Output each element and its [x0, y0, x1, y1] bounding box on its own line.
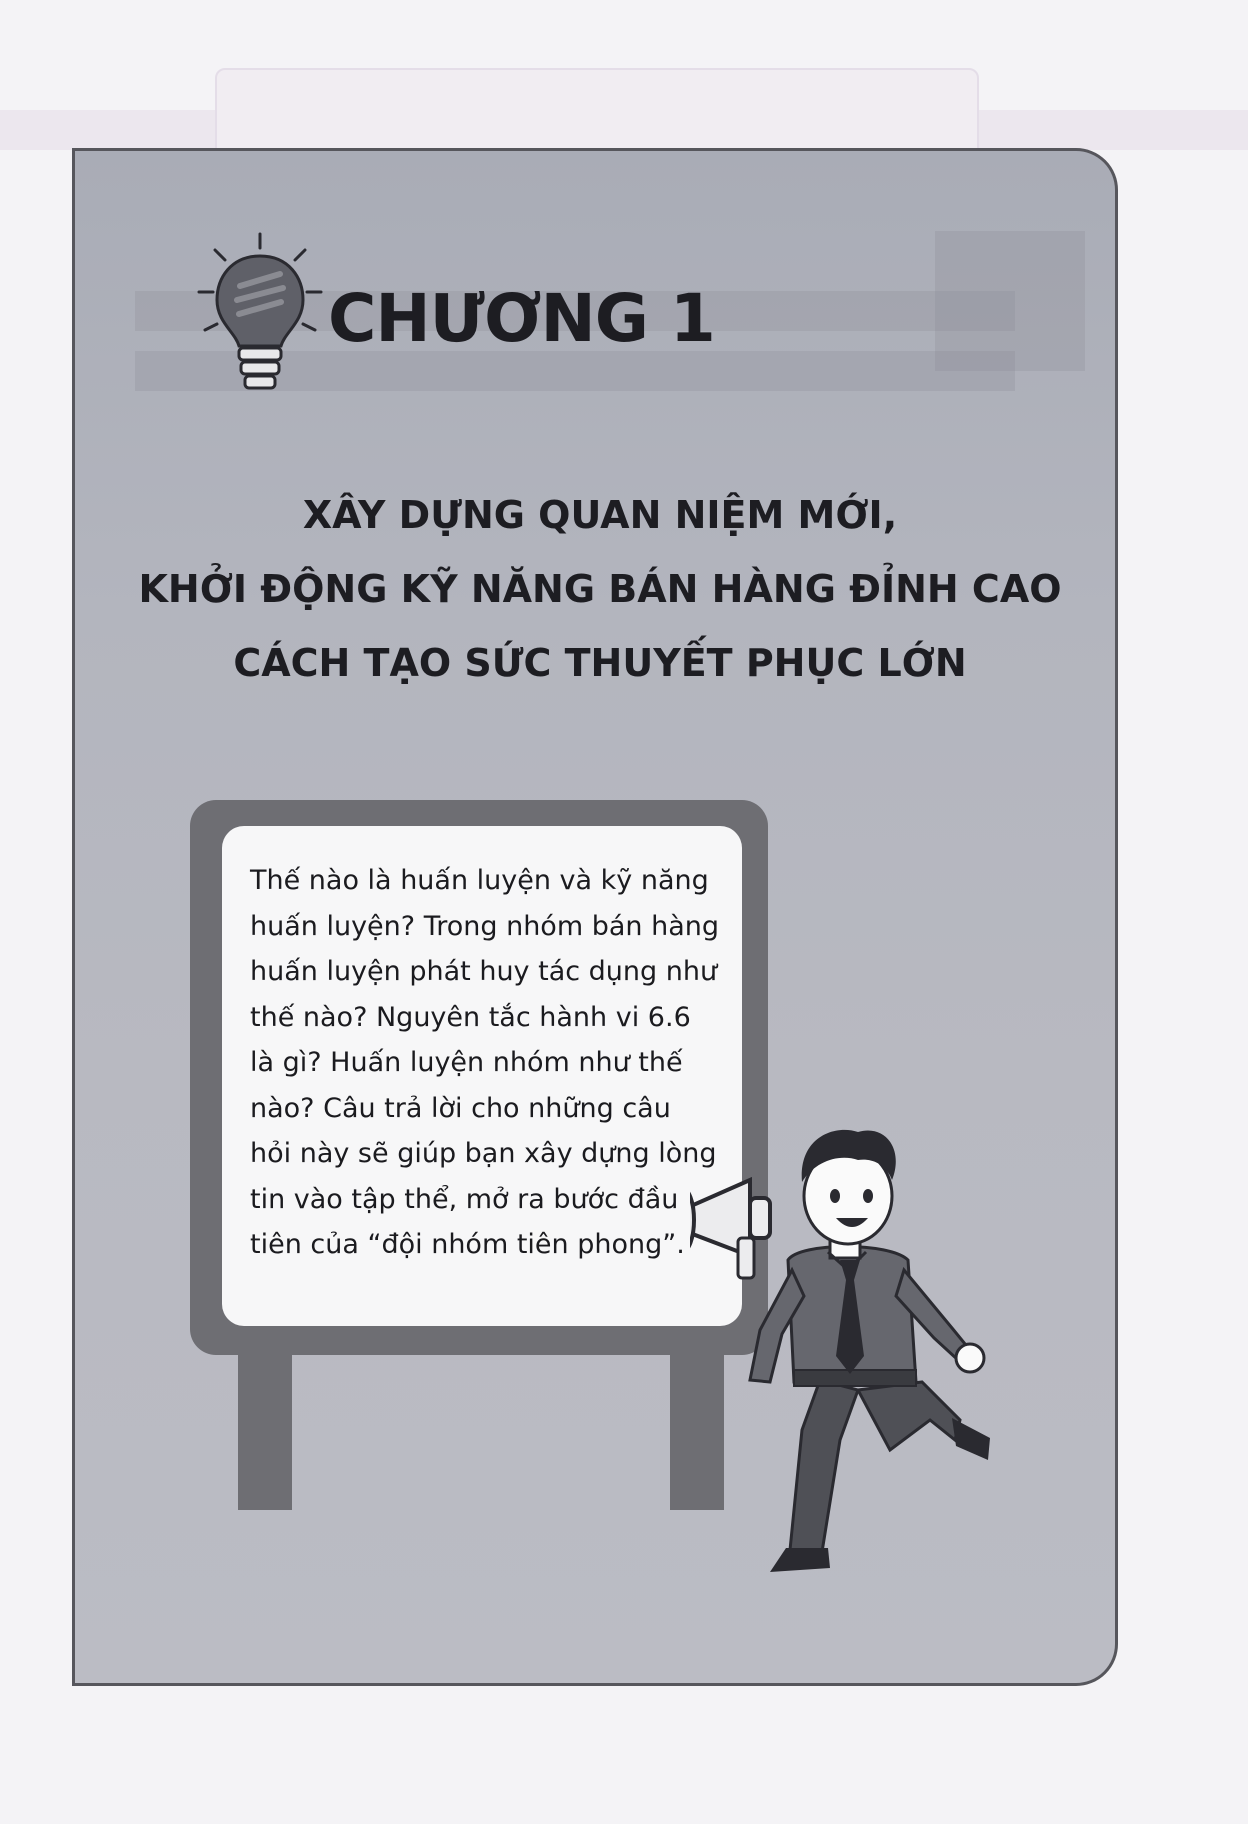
- signboard-left-post: [238, 1350, 292, 1510]
- headline-line-1: XÂY DỰNG QUAN NIỆM MỚI,: [302, 493, 898, 537]
- man-with-megaphone-illustration: [690, 1120, 1050, 1580]
- headline-line-2: KHỞI ĐỘNG KỸ NĂNG BÁN HÀNG ĐỈNH CAO: [138, 567, 1062, 611]
- headline-line-3: CÁCH TẠO SỨC THUYẾT PHỤC LỚN: [233, 641, 967, 685]
- signboard-text: Thế nào là huấn luyện và kỹ năng huấn luyện? Trong nhóm bán hàng huấn luyện phát huy tác dụng như thế nào? Nguyên tắc hành vi 6.6 là gì? Huấn luyện nhóm như thế nào? Câu trả lời cho những câu hỏi này sẽ giúp bạn xây dựng lòng tin vào tập thể, mở ra bước đầu tiên của “đội nhóm tiên phong”.: [250, 865, 719, 1260]
- lightbulb-icon: [195, 230, 325, 400]
- chapter-title: CHƯƠNG 1: [328, 280, 715, 357]
- chapter-headline: [110, 478, 1090, 700]
